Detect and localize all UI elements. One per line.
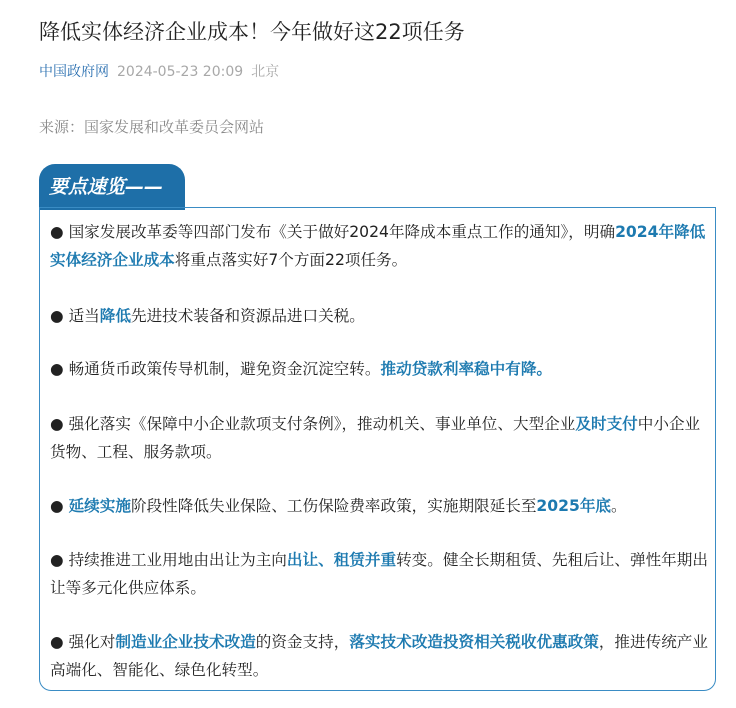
highlight-text: 2025年底 xyxy=(536,497,612,515)
summary-point xyxy=(50,302,710,330)
point-text: 中小企业货物、工程、服务款项。 xyxy=(50,415,701,461)
point-text: 强化落实《保障中小企业款项支付条例》，推动机关、事业单位、大型企业 xyxy=(68,415,576,433)
highlight-text: 推动贷款利率稳中有降。 xyxy=(380,360,553,378)
point-text: 强化对 xyxy=(68,633,116,651)
summary-point xyxy=(50,628,710,684)
bullet-marker: ● xyxy=(50,223,69,241)
point-text: 阶段性降低失业保险、工伤保险费率政策，实施期限延长至 xyxy=(130,497,537,515)
article-meta xyxy=(39,61,279,83)
point-text: ，推进传统产业高端化、智能化、绿色化转型。 xyxy=(50,633,708,679)
highlight-text: 降低 xyxy=(99,307,131,325)
publish-location: 北京 xyxy=(251,64,280,80)
bullet-marker: ● xyxy=(50,497,69,515)
highlight-text: 2024年降低实体经济企业成本 xyxy=(50,223,706,269)
article-title: 降低实体经济企业成本！今年做好这22项任务 xyxy=(39,20,465,44)
point-text: 将重点落实好7个方面22项任务。 xyxy=(174,251,408,269)
point-text: 国家发展改革委等四部门发布《关于做好2024年降成本重点工作的通知》，明确 xyxy=(68,223,616,241)
point-text: 转变。健全长期租赁、先租后让、弹性年期出让等多元化供应体系。 xyxy=(50,551,708,597)
highlight-text: 及时支付 xyxy=(575,415,638,433)
point-text: 畅通货币政策传导机制，避免资金沉淀空转。 xyxy=(68,360,381,378)
point-text: 。 xyxy=(611,497,627,515)
point-text: 持续推进工业用地由出让为主向 xyxy=(68,551,287,569)
article-source: 来源：国家发展和改革委员会网站 xyxy=(39,118,265,136)
summary-point xyxy=(50,355,710,383)
highlight-text: 延续实施 xyxy=(68,497,131,515)
summary-point xyxy=(50,492,710,520)
highlight-text: 制造业企业技术改造 xyxy=(115,633,256,651)
summary-box xyxy=(39,207,716,691)
publish-date: 2024-05-23 20:09 xyxy=(117,64,244,80)
summary-point xyxy=(50,218,710,274)
summary-point xyxy=(50,410,710,466)
bullet-marker: ● xyxy=(50,360,69,378)
point-text: 适当 xyxy=(68,307,100,325)
bullet-marker: ● xyxy=(50,307,69,325)
bullet-marker: ● xyxy=(50,551,69,569)
point-text: 先进技术装备和资源品进口关税。 xyxy=(130,307,365,325)
point-text: 的资金支持， xyxy=(255,633,350,651)
highlight-text: 出让、租赁并重 xyxy=(286,551,397,569)
bullet-marker: ● xyxy=(50,633,69,651)
highlight-text: 落实技术改造投资相关税收优惠政策 xyxy=(349,633,599,651)
summary-point xyxy=(50,546,710,602)
bullet-marker: ● xyxy=(50,415,69,433)
summary-heading-tab: 要点速览—— xyxy=(39,164,185,210)
publisher-link[interactable]: 中国政府网 xyxy=(39,64,109,80)
